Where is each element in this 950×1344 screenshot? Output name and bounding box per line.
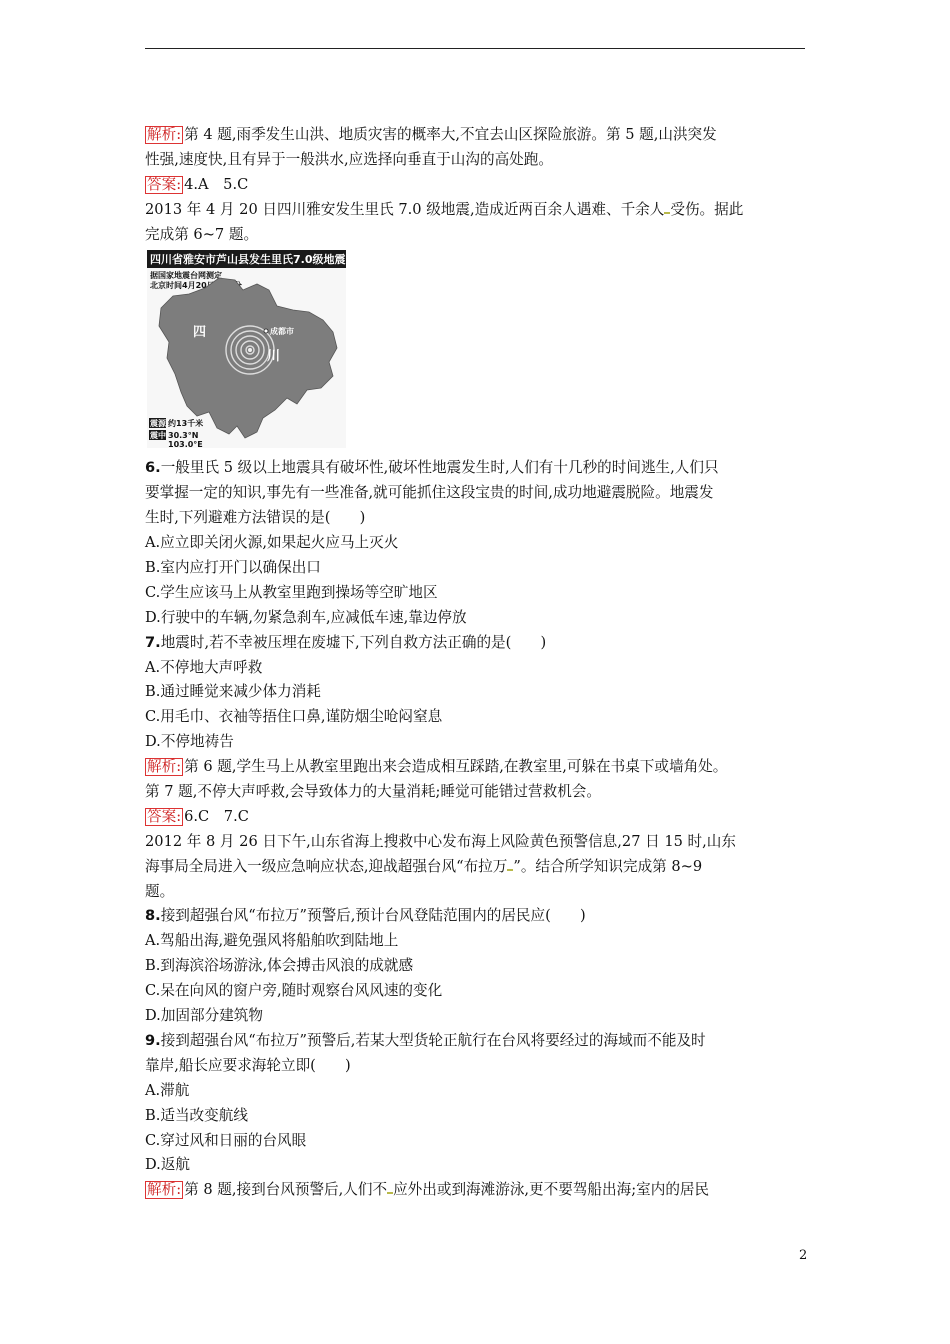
question-number: 9. <box>145 1031 161 1049</box>
epicenter-tag: 震中 <box>150 431 166 441</box>
intro-6-7: 2013 年 4 月 20 日四川雅安发生里氏 7.0 级地震,造成近两百余人遇难、千余人 受伤。据此 <box>145 200 744 218</box>
question-8: 8.接到超强台风“布拉万”预警后,预计台风登陆范围内的居民应( ) <box>145 907 586 925</box>
map-source: 据国家地震台网测定 <box>150 271 222 281</box>
text-line: 生时,下列避难方法错误的是( ) <box>145 509 366 527</box>
text-line: 题。 <box>145 882 175 900</box>
intro-8-9: 2012 年 8 月 26 日下午,山东省海上搜救中心发布海上风险黄色预警信息,27 日 15 时,山东 <box>145 832 736 850</box>
option-a: A.不停地大声呼救 <box>145 658 263 676</box>
page-number: 2 <box>799 1248 808 1263</box>
option-d: D.行驶中的车辆,勿紧急刹车,应减低车速,靠边停放 <box>145 608 467 626</box>
depth-tag: 震源 <box>150 419 166 429</box>
map-time: 北京时间4月20日8时2分 <box>150 281 242 291</box>
option-a: A.驾船出海,避免强风将船舶吹到陆地上 <box>145 932 399 950</box>
answer-6-7: 答案: 6.C 7.C <box>147 807 249 825</box>
option-c: C.学生应该马上从教室里跑到操场等空旷地区 <box>145 583 438 601</box>
option-b: B.适当改变航线 <box>145 1106 248 1124</box>
answer-4-5: 答案: 4.A 5.C <box>147 175 249 193</box>
text-line: 完成第 6~7 题。 <box>145 225 259 243</box>
chengdu-marker <box>264 329 268 333</box>
province-char-2: 川 <box>267 349 281 365</box>
explanation-4-5: 解析: 第 4 题,雨季发生山洪、地质灾害的概率大,不宜去山区探险旅游。第 5 题,山洪突发 <box>147 126 717 143</box>
answer-tag: 答案: <box>147 175 182 193</box>
explanation-tag: 解析: <box>147 1181 182 1199</box>
earthquake-map <box>147 250 346 448</box>
map-title: 四川省雅安市芦山县发生里氏7.0级地震 <box>150 253 346 267</box>
option-a: A.滞航 <box>145 1081 190 1099</box>
answer-tag: 答案: <box>147 807 182 825</box>
epicenter-dot <box>248 348 252 352</box>
option-b: B.通过睡觉来减少体力消耗 <box>145 683 321 701</box>
option-d: D.不停地祷告 <box>145 733 234 751</box>
option-c: C.用毛巾、衣袖等捂住口鼻,谨防烟尘呛闷窒息 <box>145 708 443 726</box>
question-number: 7. <box>145 633 161 651</box>
explanation-6-7: 解析: 第 6 题,学生马上从教室里跑出来会造成相互踩踏,在教室里,可躲在书桌下或墙角处。 <box>147 758 728 776</box>
option-c: C.呆在向风的窗户旁,随时观察台风风速的变化 <box>145 982 443 1000</box>
option-b: B.室内应打开门以确保出口 <box>145 559 321 577</box>
question-number: 8. <box>145 907 161 925</box>
option-d: D.加固部分建筑物 <box>145 1007 263 1025</box>
text-line: 第 7 题,不停大声呼救,会导致体力的大量消耗;睡觉可能错过营救机会。 <box>145 783 601 801</box>
explanation-tag: 解析: <box>147 758 182 776</box>
chengdu-label: 成都市 <box>270 327 294 337</box>
text-line: 海事局全局进入一级应急响应状态,迎战超强台风“布拉万 ”。结合所学知识完成第 8~9 <box>145 857 703 875</box>
province-char-1: 四 <box>193 325 207 341</box>
option-d: D.返航 <box>145 1156 191 1174</box>
epicenter-lon: 103.0°E <box>168 440 203 449</box>
question-6: 6.一般里氏 5 级以上地震具有破坏性,破坏性地震发生时,人们有十几秒的时间逃生,人们只 <box>145 459 719 477</box>
depth-value: 约13千米 <box>168 419 204 429</box>
option-b: B.到海滨浴场游泳,体会搏击风浪的成就感 <box>145 957 414 975</box>
header-rule <box>145 48 805 49</box>
explanation-8-9: 解析: 第 8 题,接到台风预警后,人们不 应外出或到海滩游泳,更不要驾船出海;室内的居民 <box>147 1181 710 1199</box>
option-a: A.应立即关闭火源,如果起火应马上灭火 <box>145 534 399 552</box>
epicenter-lat: 30.3°N <box>168 431 199 441</box>
text-line: 靠岸,船长应要求海轮立即( ) <box>145 1056 351 1074</box>
question-9: 9.接到超强台风“布拉万”预警后,若某大型货轮正航行在台风将要经过的海域而不能及时 <box>145 1031 706 1049</box>
question-number: 6. <box>145 459 161 477</box>
explanation-tag: 解析: <box>147 126 182 143</box>
option-c: C.穿过风和日丽的台风眼 <box>145 1131 307 1149</box>
page-content <box>145 123 820 1203</box>
text-line: 要掌握一定的知识,事先有一些准备,就可能抓住这段宝贵的时间,成功地避震脱险。地震发 <box>145 484 714 502</box>
text-line: 性强,速度快,且有异于一般洪水,应选择向垂直于山沟的高处跑。 <box>145 150 553 168</box>
question-7: 7.地震时,若不幸被压埋在废墟下,下列自救方法正确的是( ) <box>145 633 547 651</box>
